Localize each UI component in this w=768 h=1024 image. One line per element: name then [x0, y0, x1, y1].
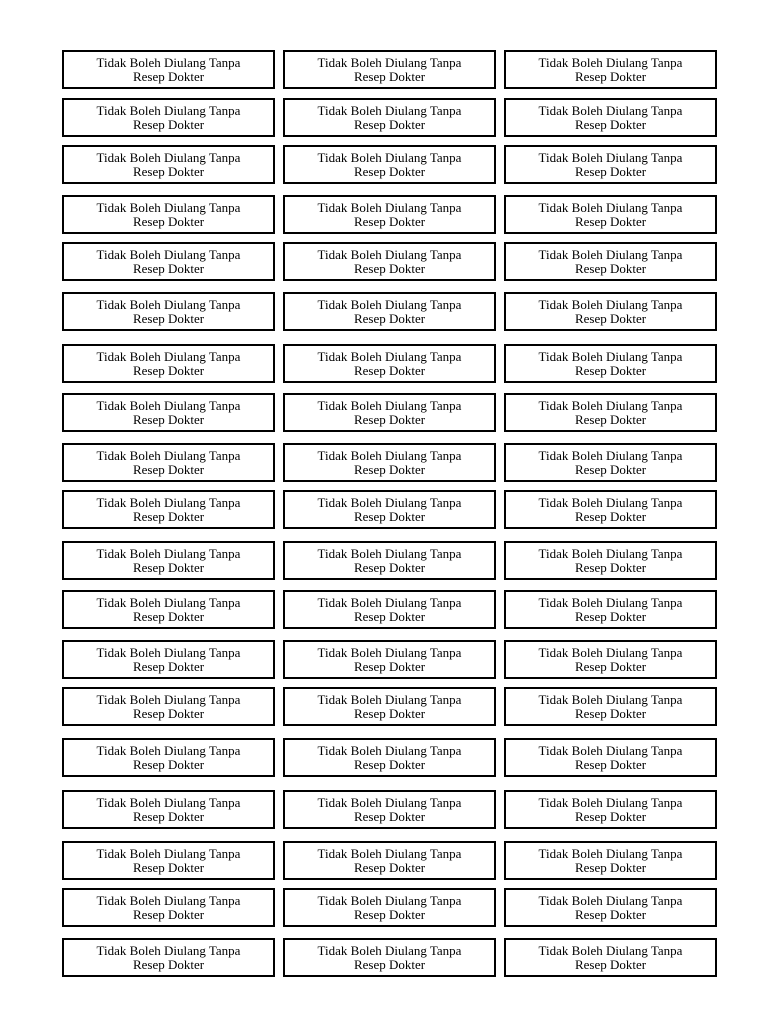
- prescription-label: [504, 640, 717, 679]
- label-text-line-2: Resep Dokter: [132, 461, 205, 477]
- prescription-label: [283, 490, 496, 529]
- label-text-line-1: Tidak Boleh Diulang Tanpa: [317, 348, 462, 364]
- label-text-line-2: Resep Dokter: [353, 608, 426, 624]
- prescription-label: [504, 98, 717, 137]
- label-text-line-2: Resep Dokter: [574, 213, 647, 229]
- prescription-label: [283, 292, 496, 331]
- prescription-label: [283, 98, 496, 137]
- prescription-label: [504, 145, 717, 184]
- prescription-label: [283, 841, 496, 880]
- label-text-line-2: Resep Dokter: [132, 608, 205, 624]
- label-text-line-2: Resep Dokter: [132, 260, 205, 276]
- label-text-line-1: Tidak Boleh Diulang Tanpa: [317, 149, 462, 165]
- label-text-line-2: Resep Dokter: [353, 956, 426, 972]
- label-text-line-2: Resep Dokter: [574, 608, 647, 624]
- prescription-label: [62, 687, 275, 726]
- prescription-label: [504, 590, 717, 629]
- label-text-line-1: Tidak Boleh Diulang Tanpa: [96, 348, 241, 364]
- label-text-line-1: Tidak Boleh Diulang Tanpa: [96, 742, 241, 758]
- label-text-line-1: Tidak Boleh Diulang Tanpa: [317, 397, 462, 413]
- prescription-label: [62, 393, 275, 432]
- label-text-line-2: Resep Dokter: [574, 411, 647, 427]
- label-text-line-1: Tidak Boleh Diulang Tanpa: [538, 102, 683, 118]
- label-text-line-1: Tidak Boleh Diulang Tanpa: [538, 794, 683, 810]
- prescription-label: [62, 938, 275, 977]
- label-text-line-2: Resep Dokter: [132, 658, 205, 674]
- label-text-line-1: Tidak Boleh Diulang Tanpa: [96, 296, 241, 312]
- prescription-label: [504, 443, 717, 482]
- label-text-line-2: Resep Dokter: [132, 906, 205, 922]
- label-text-line-2: Resep Dokter: [353, 213, 426, 229]
- prescription-label: [283, 738, 496, 777]
- label-text-line-2: Resep Dokter: [132, 808, 205, 824]
- label-text-line-2: Resep Dokter: [574, 163, 647, 179]
- label-text-line-1: Tidak Boleh Diulang Tanpa: [538, 199, 683, 215]
- label-text-line-2: Resep Dokter: [574, 461, 647, 477]
- label-text-line-1: Tidak Boleh Diulang Tanpa: [538, 54, 683, 70]
- label-text-line-1: Tidak Boleh Diulang Tanpa: [538, 545, 683, 561]
- prescription-label: [62, 541, 275, 580]
- label-text-line-1: Tidak Boleh Diulang Tanpa: [317, 742, 462, 758]
- prescription-label: [62, 738, 275, 777]
- prescription-label: [283, 195, 496, 234]
- label-text-line-1: Tidak Boleh Diulang Tanpa: [317, 691, 462, 707]
- prescription-label: [504, 242, 717, 281]
- label-text-line-2: Resep Dokter: [574, 756, 647, 772]
- label-text-line-2: Resep Dokter: [353, 163, 426, 179]
- prescription-label: [62, 640, 275, 679]
- label-text-line-1: Tidak Boleh Diulang Tanpa: [538, 348, 683, 364]
- label-text-line-1: Tidak Boleh Diulang Tanpa: [96, 447, 241, 463]
- prescription-label: [62, 195, 275, 234]
- label-text-line-2: Resep Dokter: [574, 906, 647, 922]
- prescription-label: [504, 888, 717, 927]
- prescription-label: [283, 790, 496, 829]
- label-text-line-2: Resep Dokter: [353, 362, 426, 378]
- label-text-line-1: Tidak Boleh Diulang Tanpa: [317, 494, 462, 510]
- label-text-line-1: Tidak Boleh Diulang Tanpa: [96, 644, 241, 660]
- label-text-line-1: Tidak Boleh Diulang Tanpa: [317, 246, 462, 262]
- label-text-line-1: Tidak Boleh Diulang Tanpa: [538, 644, 683, 660]
- label-text-line-2: Resep Dokter: [574, 658, 647, 674]
- label-text-line-1: Tidak Boleh Diulang Tanpa: [317, 199, 462, 215]
- label-text-line-1: Tidak Boleh Diulang Tanpa: [538, 742, 683, 758]
- prescription-label: [62, 98, 275, 137]
- label-text-line-2: Resep Dokter: [574, 116, 647, 132]
- prescription-label: [504, 195, 717, 234]
- label-text-line-1: Tidak Boleh Diulang Tanpa: [317, 892, 462, 908]
- label-text-line-1: Tidak Boleh Diulang Tanpa: [317, 54, 462, 70]
- prescription-label: [62, 344, 275, 383]
- label-text-line-2: Resep Dokter: [353, 705, 426, 721]
- prescription-label: [283, 50, 496, 89]
- label-text-line-2: Resep Dokter: [132, 756, 205, 772]
- label-text-line-1: Tidak Boleh Diulang Tanpa: [96, 199, 241, 215]
- label-text-line-2: Resep Dokter: [574, 362, 647, 378]
- label-text-line-1: Tidak Boleh Diulang Tanpa: [538, 942, 683, 958]
- label-text-line-2: Resep Dokter: [132, 859, 205, 875]
- prescription-label: [283, 443, 496, 482]
- label-text-line-1: Tidak Boleh Diulang Tanpa: [538, 447, 683, 463]
- prescription-label: [62, 242, 275, 281]
- label-text-line-2: Resep Dokter: [574, 260, 647, 276]
- label-text-line-1: Tidak Boleh Diulang Tanpa: [317, 845, 462, 861]
- prescription-label: [283, 888, 496, 927]
- label-text-line-2: Resep Dokter: [132, 411, 205, 427]
- label-text-line-1: Tidak Boleh Diulang Tanpa: [96, 691, 241, 707]
- prescription-label: [283, 344, 496, 383]
- prescription-label: [62, 790, 275, 829]
- prescription-label: [504, 841, 717, 880]
- label-text-line-1: Tidak Boleh Diulang Tanpa: [96, 494, 241, 510]
- label-text-line-2: Resep Dokter: [353, 859, 426, 875]
- label-text-line-2: Resep Dokter: [353, 906, 426, 922]
- label-text-line-2: Resep Dokter: [353, 68, 426, 84]
- label-text-line-2: Resep Dokter: [132, 956, 205, 972]
- label-text-line-1: Tidak Boleh Diulang Tanpa: [96, 246, 241, 262]
- label-text-line-1: Tidak Boleh Diulang Tanpa: [317, 102, 462, 118]
- label-text-line-2: Resep Dokter: [353, 808, 426, 824]
- label-text-line-2: Resep Dokter: [132, 310, 205, 326]
- label-text-line-1: Tidak Boleh Diulang Tanpa: [96, 545, 241, 561]
- prescription-label: [504, 541, 717, 580]
- label-text-line-2: Resep Dokter: [132, 705, 205, 721]
- label-text-line-1: Tidak Boleh Diulang Tanpa: [317, 942, 462, 958]
- label-text-line-2: Resep Dokter: [353, 461, 426, 477]
- prescription-label: [283, 687, 496, 726]
- label-text-line-1: Tidak Boleh Diulang Tanpa: [538, 397, 683, 413]
- label-text-line-2: Resep Dokter: [132, 68, 205, 84]
- prescription-label: [504, 790, 717, 829]
- label-text-line-2: Resep Dokter: [353, 411, 426, 427]
- label-text-line-2: Resep Dokter: [353, 756, 426, 772]
- prescription-label: [283, 242, 496, 281]
- prescription-label: [62, 50, 275, 89]
- label-text-line-2: Resep Dokter: [132, 508, 205, 524]
- prescription-label: [504, 292, 717, 331]
- label-text-line-2: Resep Dokter: [353, 260, 426, 276]
- label-text-line-2: Resep Dokter: [132, 559, 205, 575]
- prescription-label: [283, 938, 496, 977]
- prescription-label: [62, 145, 275, 184]
- prescription-label: [504, 50, 717, 89]
- label-text-line-1: Tidak Boleh Diulang Tanpa: [96, 54, 241, 70]
- label-text-line-1: Tidak Boleh Diulang Tanpa: [96, 149, 241, 165]
- label-text-line-2: Resep Dokter: [574, 559, 647, 575]
- label-text-line-1: Tidak Boleh Diulang Tanpa: [96, 397, 241, 413]
- prescription-label: [62, 590, 275, 629]
- prescription-label: [504, 687, 717, 726]
- label-text-line-2: Resep Dokter: [574, 859, 647, 875]
- label-text-line-1: Tidak Boleh Diulang Tanpa: [317, 594, 462, 610]
- prescription-label: [62, 443, 275, 482]
- label-text-line-2: Resep Dokter: [353, 658, 426, 674]
- prescription-label: [504, 344, 717, 383]
- label-text-line-1: Tidak Boleh Diulang Tanpa: [538, 845, 683, 861]
- label-text-line-1: Tidak Boleh Diulang Tanpa: [317, 644, 462, 660]
- label-text-line-2: Resep Dokter: [353, 508, 426, 524]
- label-text-line-1: Tidak Boleh Diulang Tanpa: [538, 892, 683, 908]
- label-text-line-2: Resep Dokter: [353, 559, 426, 575]
- label-text-line-1: Tidak Boleh Diulang Tanpa: [317, 447, 462, 463]
- prescription-label: [504, 490, 717, 529]
- label-text-line-1: Tidak Boleh Diulang Tanpa: [538, 149, 683, 165]
- label-text-line-2: Resep Dokter: [574, 68, 647, 84]
- prescription-label: [283, 590, 496, 629]
- label-text-line-1: Tidak Boleh Diulang Tanpa: [96, 102, 241, 118]
- prescription-label: [283, 640, 496, 679]
- label-text-line-1: Tidak Boleh Diulang Tanpa: [96, 892, 241, 908]
- prescription-label: [62, 292, 275, 331]
- label-text-line-1: Tidak Boleh Diulang Tanpa: [538, 296, 683, 312]
- prescription-label: [62, 888, 275, 927]
- prescription-label: [283, 145, 496, 184]
- prescription-label: [504, 938, 717, 977]
- label-text-line-2: Resep Dokter: [574, 705, 647, 721]
- label-text-line-2: Resep Dokter: [574, 310, 647, 326]
- label-text-line-1: Tidak Boleh Diulang Tanpa: [96, 845, 241, 861]
- label-text-line-2: Resep Dokter: [574, 508, 647, 524]
- label-text-line-2: Resep Dokter: [353, 310, 426, 326]
- label-text-line-1: Tidak Boleh Diulang Tanpa: [317, 545, 462, 561]
- label-text-line-1: Tidak Boleh Diulang Tanpa: [317, 794, 462, 810]
- label-text-line-1: Tidak Boleh Diulang Tanpa: [96, 942, 241, 958]
- prescription-label: [62, 841, 275, 880]
- prescription-label: [283, 393, 496, 432]
- label-text-line-1: Tidak Boleh Diulang Tanpa: [538, 691, 683, 707]
- label-text-line-1: Tidak Boleh Diulang Tanpa: [538, 494, 683, 510]
- prescription-label: [62, 490, 275, 529]
- label-text-line-2: Resep Dokter: [132, 213, 205, 229]
- label-text-line-1: Tidak Boleh Diulang Tanpa: [317, 296, 462, 312]
- label-text-line-2: Resep Dokter: [353, 116, 426, 132]
- prescription-label: [504, 393, 717, 432]
- label-text-line-1: Tidak Boleh Diulang Tanpa: [538, 594, 683, 610]
- label-text-line-1: Tidak Boleh Diulang Tanpa: [538, 246, 683, 262]
- label-text-line-2: Resep Dokter: [574, 808, 647, 824]
- label-text-line-2: Resep Dokter: [132, 362, 205, 378]
- label-text-line-2: Resep Dokter: [132, 163, 205, 179]
- prescription-label: [504, 738, 717, 777]
- prescription-label: [283, 541, 496, 580]
- label-text-line-2: Resep Dokter: [574, 956, 647, 972]
- label-text-line-2: Resep Dokter: [132, 116, 205, 132]
- label-text-line-1: Tidak Boleh Diulang Tanpa: [96, 794, 241, 810]
- label-text-line-1: Tidak Boleh Diulang Tanpa: [96, 594, 241, 610]
